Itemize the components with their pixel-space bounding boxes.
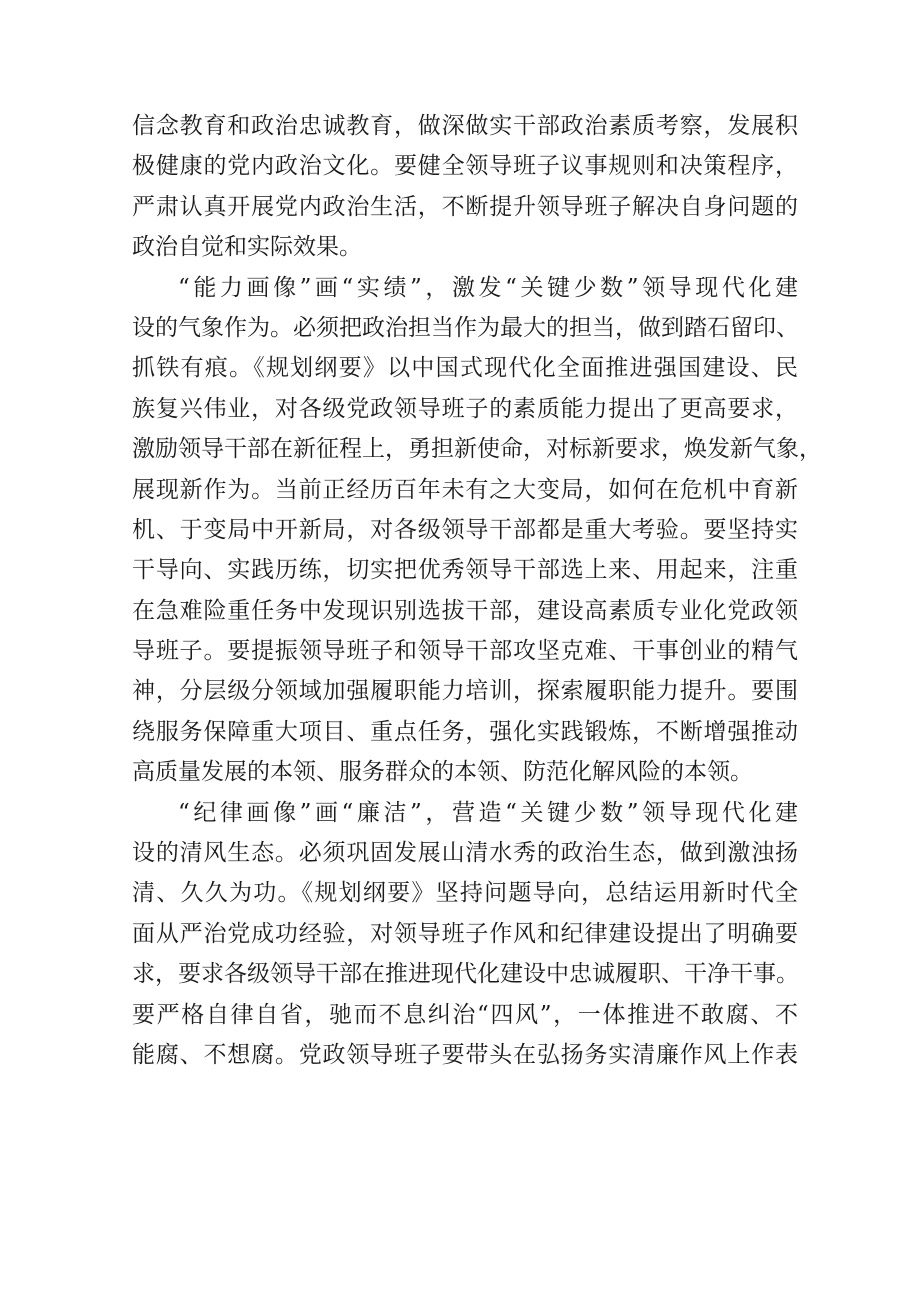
text-line: 干导向、实践历练，切实把优秀领导干部选上来、用起来，注重 — [132, 557, 798, 584]
text-line: 要严格自律自省，驰而不息纠治“四风”，一体推进不敢腐、不 — [132, 1001, 798, 1028]
text-line: 导班子。要提振领导班子和领导干部攻坚克难、干事创业的精气 — [132, 638, 798, 665]
text-line: 求，要求各级领导干部在推进现代化建设中忠诚履职、干净干事。 — [132, 961, 799, 988]
text-line: 族复兴伟业，对各级党政领导班子的素质能力提出了更高要求， — [132, 395, 798, 422]
text-line: 激励领导干部在新征程上，勇担新使命，对标新要求，焕发新气象， — [132, 436, 822, 463]
text-line: “纪律画像”画“廉洁”，营造“关键少数”领导现代化建 — [178, 799, 798, 826]
text-line: 神，分层级分领域加强履职能力培训，探索履职能力提升。要围 — [132, 678, 798, 705]
text-line: 政治自觉和实际效果。 — [132, 234, 362, 261]
text-line: 高质量发展的本领、服务群众的本领、防范化解风险的本领。 — [132, 759, 753, 786]
text-line: 设的气象作为。必须把政治担当作为最大的担当，做到踏石留印、 — [132, 314, 799, 341]
text-line: 抓铁有痕。《规划纲要》以中国式现代化全面推进强国建设、民 — [132, 355, 798, 382]
text-line: “能力画像”画“实绩”，激发“关键少数”领导现代化建 — [178, 274, 798, 301]
text-line: 绕服务保障重大项目、重点任务，强化实践锻炼，不断增强推动 — [132, 718, 798, 745]
text-line: 严肃认真开展党内政治生活，不断提升领导班子解决自身问题的 — [132, 193, 798, 220]
text-line: 机、于变局中开新局，对各级领导干部都是重大考验。要坚持实 — [132, 516, 798, 543]
body-text — [132, 106, 822, 1075]
text-line: 极健康的党内政治文化。要健全领导班子议事规则和决策程序， — [132, 153, 798, 180]
text-line: 在急难险重任务中发现识别选拔干部，建设高素质专业化党政领 — [132, 597, 798, 624]
text-line: 清、久久为功。《规划纲要》坚持问题导向，总结运用新时代全 — [132, 880, 798, 907]
text-line: 能腐、不想腐。党政领导班子要带头在弘扬务实清廉作风上作表 — [132, 1041, 798, 1068]
text-line: 设的清风生态。必须巩固发展山清水秀的政治生态，做到激浊扬 — [132, 840, 798, 867]
text-line: 展现新作为。当前正经历百年未有之大变局，如何在危机中育新 — [132, 476, 798, 503]
text-line: 信念教育和政治忠诚教育，做深做实干部政治素质考察，发展积 — [132, 113, 798, 139]
text-line: 面从严治党成功经验，对领导班子作风和纪律建设提出了明确要 — [132, 920, 798, 947]
